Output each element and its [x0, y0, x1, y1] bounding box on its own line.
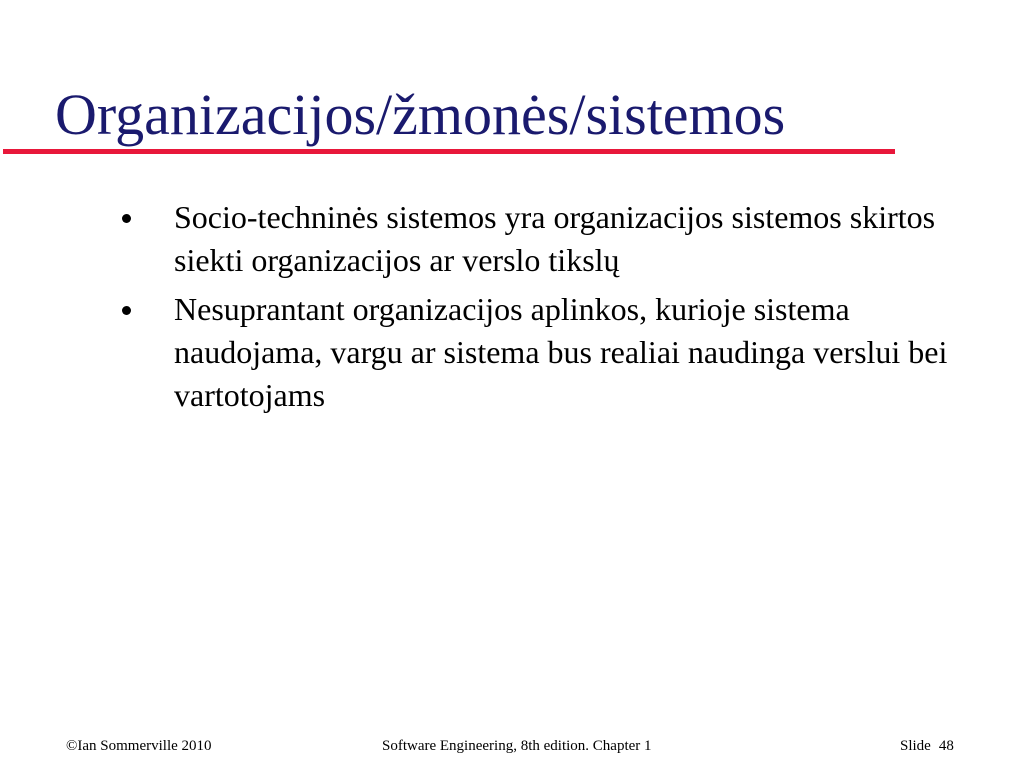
slide-number: 48 [938, 738, 954, 754]
bullet-list [0, 196, 1024, 423]
bullet-text: Socio-techninės sistemos yra organizacijos sistemos skirtos siekti organizacijos ar verslo tikslų [174, 199, 936, 278]
title-underline [3, 149, 895, 154]
footer-book-title: Software Engineering, 8th edition. Chapter 1 [382, 738, 652, 754]
bullet-item [0, 196, 1024, 282]
slide-label: Slide [900, 738, 931, 754]
bullet-dot-icon [122, 214, 131, 223]
slide-title: Organizacijos/žmonės/sistemos [55, 82, 786, 147]
footer-slide-number [900, 736, 954, 756]
bullet-text: Nesuprantant organizacijos aplinkos, kurioje sistema naudojama, vargu ar sistema bus realiai naudinga verslui bei vartotojams [174, 291, 948, 413]
footer-copyright: ©Ian Sommerville 2010 [66, 738, 212, 754]
bullet-item [0, 288, 1024, 417]
bullet-dot-icon [122, 306, 131, 315]
